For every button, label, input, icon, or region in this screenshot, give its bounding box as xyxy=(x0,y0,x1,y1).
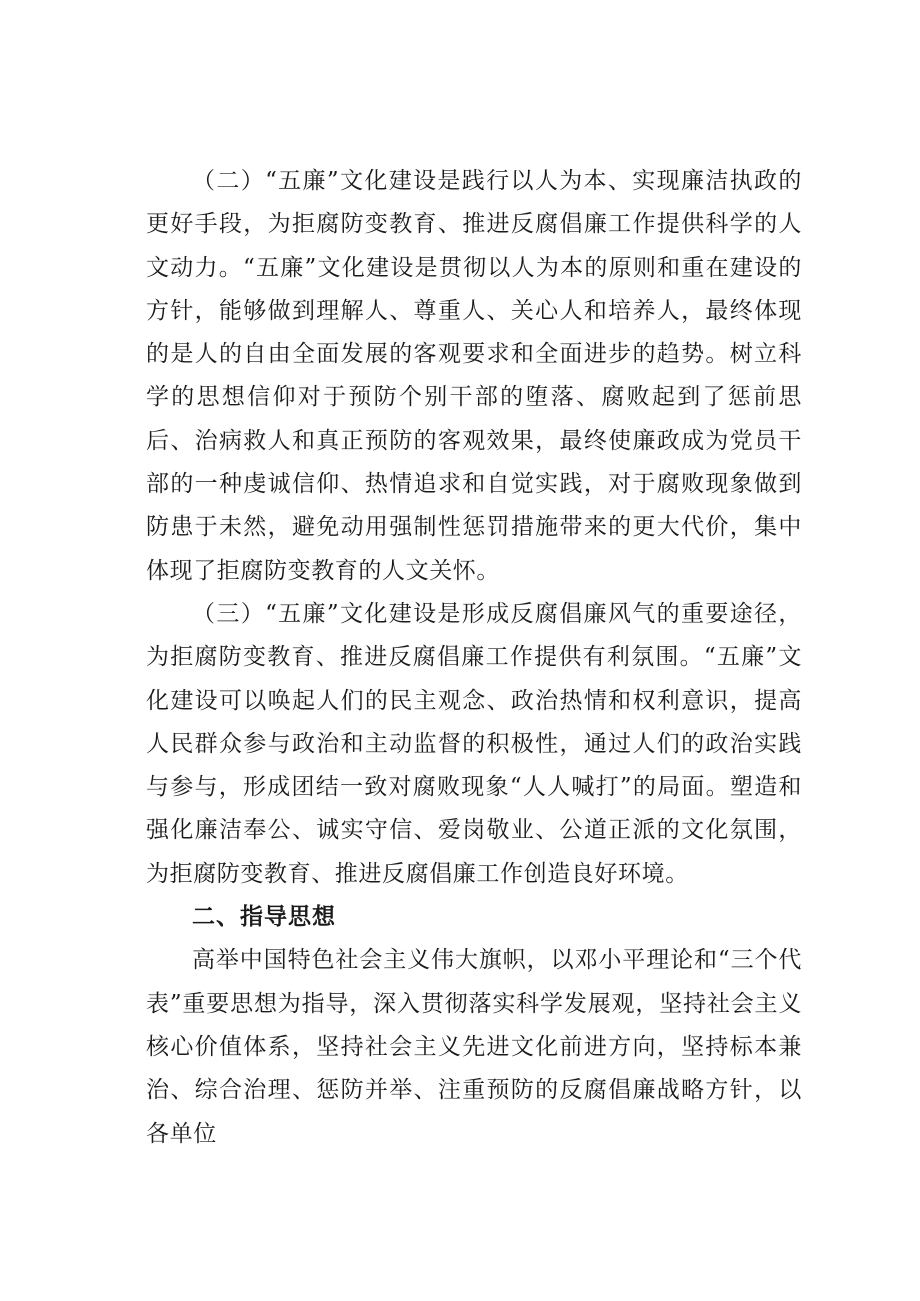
document-body xyxy=(146,160,802,1156)
section-paragraph: 高举中国特色社会主义伟大旗帜，以邓小平理论和“三个代表”重要思想为指导，深入贯彻落实科学发展观，坚持社会主义核心价值体系，坚持社会主义先进文化前进方向，坚持标本兼治、综合治理、惩防并举、注重预防的反腐倡廉战略方针，以各单位 xyxy=(146,947,802,1147)
section-heading: 二、指导思想 xyxy=(192,904,336,931)
paragraph-two: （二）“五廉”文化建设是践行以人为本、实现廉洁执政的更好手段，为拒腐防变教育、推进反腐倡廉工作提供科学的人文动力。“五廉”文化建设是贯彻以人为本的原则和重在建设的方针，能够做到理解人、尊重人、关心人和培养人，最终体现的是人的自由全面发展的客观要求和全面进步的趋势。树立科学的思想信仰对于预防个别干部的堕落、腐败起到了惩前思后、治病救人和真正预防的客观效果，最终使廉政成为党员干部的一种虔诚信仰、热情追求和自觉实践，对于腐败现象做到防患于未然，避免动用强制性惩罚措施带来的更大代价，集中体现了拒腐防变教育的人文关怀。 xyxy=(146,168,802,584)
paragraph-three: （三）“五廉”文化建设是形成反腐倡廉风气的重要途径，为拒腐防变教育、推进反腐倡廉工作提供有利氛围。“五廉”文化建设可以唤起人们的民主观念、政治热情和权利意识，提高人民群众参与政治和主动监督的积极性，通过人们的政治实践与参与，形成团结一致对腐败现象“人人喊打”的局面。塑造和强化廉洁奉公、诚实守信、爱岗敬业、公道正派的文化氛围，为拒腐防变教育、推进反腐倡廉工作创造良好环境。 xyxy=(146,600,802,887)
